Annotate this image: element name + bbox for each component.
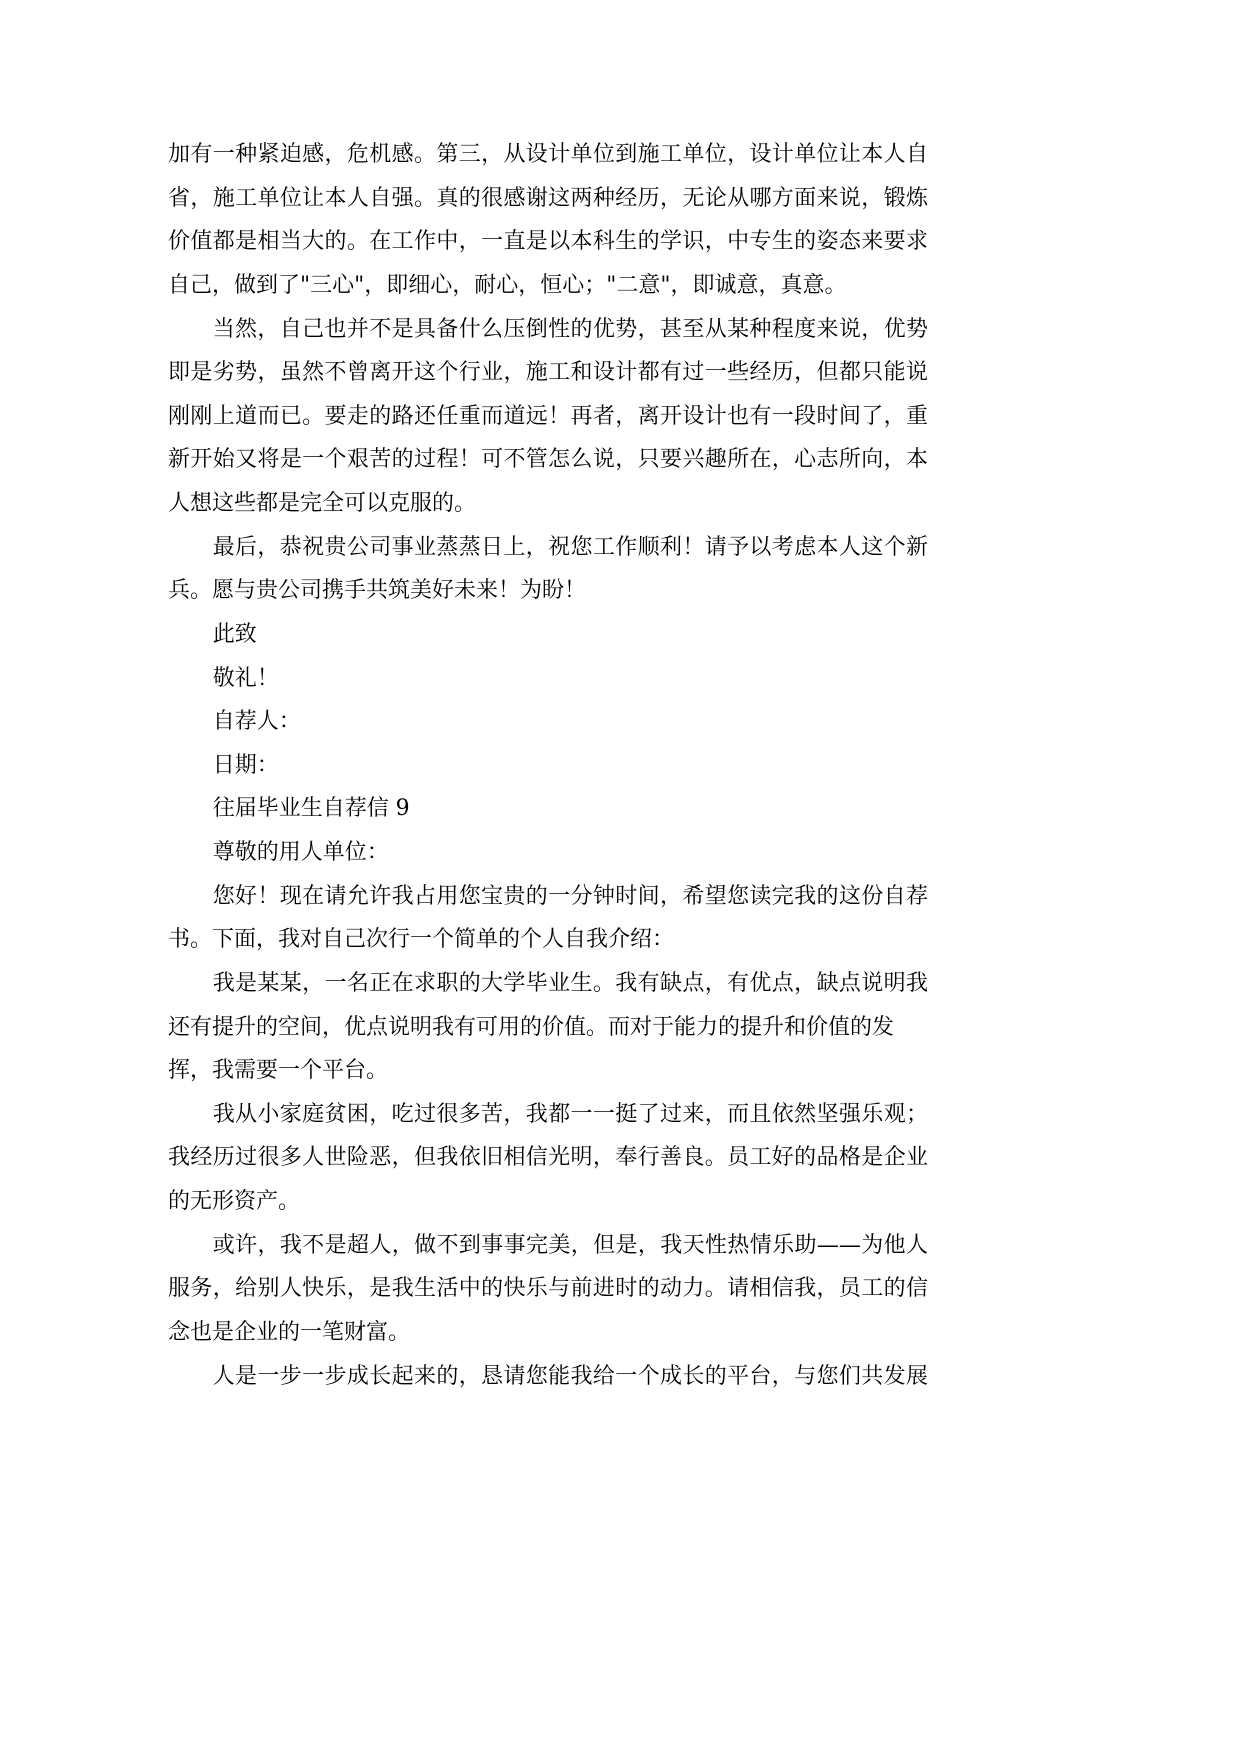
- paragraph: [168, 308, 928, 526]
- paragraph: [168, 526, 928, 613]
- date-label: 日期：: [212, 752, 279, 778]
- text-line: 自己，做到了"三心"，即细心，耐心，恒心；"二意"，即诚意，真意。: [168, 272, 847, 298]
- text-line: 刚刚上道而已。要走的路还任重而道远！再者，离开设计也有一段时间了，重: [168, 403, 928, 429]
- text-line: 的无形资产。: [168, 1189, 301, 1214]
- closing-phrase: 此致: [212, 621, 257, 647]
- text-line: 加有一种紧迫感，危机感。第三，从设计单位到施工单位，设计单位让本人自: [168, 142, 928, 167]
- text-line: 我经历过很多人世险恶，但我依旧相信光明，奉行善良。员工好的品格是企业: [168, 1145, 928, 1171]
- paragraph: [168, 875, 928, 962]
- text-line: 念也是企业的一笔财富。: [168, 1319, 411, 1345]
- text-line: 或许，我不是超人，做不到事事完美，但是，我天性热情乐助——为他人: [212, 1232, 928, 1258]
- text-line: 人想这些都是完全可以克服的。: [168, 491, 477, 516]
- paragraph: [168, 1355, 928, 1399]
- letter-title: 往届毕业生自荐信 9: [212, 796, 410, 822]
- text-line: 服务，给别人快乐，是我生活中的快乐与前进时的动力。请相信我，员工的信: [168, 1276, 928, 1302]
- text-line: 挥，我需要一个平台。: [168, 1058, 389, 1084]
- signature-label: 自荐人：: [212, 709, 301, 735]
- paragraph: [168, 133, 928, 308]
- closing-salute: 敬礼！: [212, 665, 279, 691]
- text-line: 即是劣势，虽然不曾离开这个行业，施工和设计都有过一些经历，但都只能说: [168, 360, 928, 386]
- paragraph: [168, 1224, 928, 1355]
- text-line: 价值都是相当大的。在工作中，一直是以本科生的学识，中专生的姿态来要求: [168, 229, 928, 255]
- text-line: 新开始又将是一个艰苦的过程！可不管怎么说，只要兴趣所在，心志所向，本: [168, 447, 928, 473]
- text-line: 省，施工单位让本人自强。真的很感谢这两种经历，无论从哪方面来说，锻炼: [168, 185, 928, 211]
- paragraph: [168, 1093, 928, 1224]
- text-line: 我是某某，一名正在求职的大学毕业生。我有缺点，有优点，缺点说明我: [212, 970, 928, 996]
- text-line: 兵。愿与贵公司携手共筑美好未来！为盼！: [168, 578, 587, 604]
- text-line: 最后，恭祝贵公司事业蒸蒸日上，祝您工作顺利！请予以考虑本人这个新: [212, 534, 928, 560]
- text-line: 人是一步一步成长起来的，恳请您能我给一个成长的平台，与您们共发展: [212, 1363, 928, 1389]
- text-line: 书。下面，我对自己次行一个简单的个人自我介绍：: [168, 927, 675, 953]
- paragraph: [168, 962, 928, 1093]
- text-line: 还有提升的空间，优点说明我有可用的价值。而对于能力的提升和价值的发: [168, 1014, 895, 1040]
- text-line: 您好！现在请允许我占用您宝贵的一分钟时间，希望您读完我的这份自荐: [212, 883, 928, 909]
- text-line: 当然，自己也并不是具备什么压倒性的优势，甚至从某种程度来说，优势: [212, 316, 928, 342]
- text-line: 我从小家庭贫困，吃过很多苦，我都一一挺了过来，而且依然坚强乐观；: [212, 1101, 928, 1127]
- salutation: 尊敬的用人单位：: [212, 840, 389, 865]
- document-body: [168, 133, 928, 1398]
